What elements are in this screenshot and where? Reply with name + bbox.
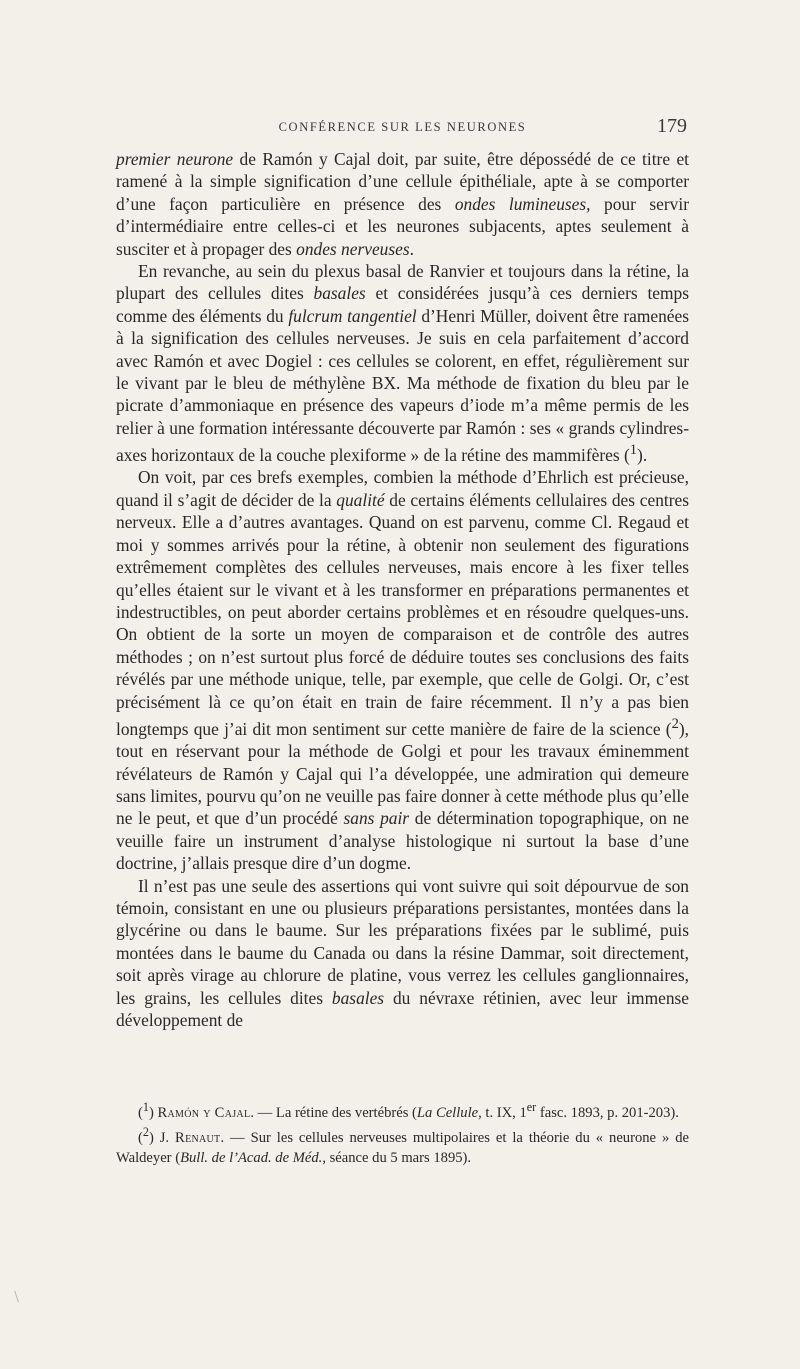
italic-term: basales [331, 987, 385, 1008]
italic-term: fulcrum tangentiel [288, 305, 417, 326]
text-run: de détermination topographique, on ne veuille faire un instrument d’analyse histologique ni surtout la base d’une doctrine, j’allais presque dire d’un dogme. [116, 808, 690, 874]
author-name: Renaut [175, 1130, 221, 1147]
footnote-1 [116, 1098, 689, 1123]
text-run: Il n’est pas une seule des assertions qui vont suivre qui soit dépourvue de son témoin, consistant en une ou plusieurs préparations persistantes, montées dans la glycérine ou dans le baume. Sur les préparations fixées par le sublimé, puis montées dans le baume du Canada ou dans la résine Dammar, soit directement, soit après virage au chlorure de platine, vous verrez les cellules ganglionnaires, les grains, les cellules dites [116, 875, 689, 1008]
paragraph-2 [116, 260, 689, 466]
text-run: On voit, par ces brefs exemples, combien la méthode d’Ehrlich est précieuse, quand il s’agit de décider de la [116, 467, 689, 510]
text-run: et considérées jusqu’à ces derniers temps comme des éléments du [116, 283, 689, 326]
footnote-number: 2 [142, 1125, 149, 1140]
body-text [116, 148, 689, 1031]
running-title: CONFÉRENCE SUR LES NEURONES [278, 120, 527, 134]
author-name: Ramón y Cajal [157, 1104, 251, 1121]
text-run: , séance du 5 mars 1895). [322, 1149, 472, 1166]
text-run: ), tout en réservant pour la méthode de Golgi et pour les travaux éminemment révélateurs de Ramón y Cajal qui l’a développée, une admiration qui demeure sans limites, pourvu qu’on ne veuille pas faire donner à cette méthode plus qu’elle ne le peut, et que d’un procédé [116, 718, 689, 829]
italic-term: premier neurone [116, 149, 234, 169]
italic-term: basales [313, 283, 366, 304]
text-run: ) [148, 1104, 158, 1121]
footnote-ref: 1 [629, 442, 638, 459]
text-run: . — Sur les cellules nerveuses multipolaires et la théorie du « neurone » de Waldeyer ( [116, 1130, 689, 1166]
journal-title: La Cellule [416, 1104, 479, 1121]
text-run: pour servir d’intermédiaire entre celles-ci et les neurones subjacents, aptes seulement à susciter et à propager des [116, 193, 689, 259]
text-run: ) J. [148, 1130, 176, 1147]
italic-term: qualité [336, 489, 385, 510]
text-run: . — La rétine des vertébrés ( [250, 1104, 417, 1121]
italic-term: ondes lumineuses, [454, 193, 591, 214]
paragraph-3 [116, 466, 689, 874]
paragraph-1 [116, 148, 689, 260]
footnote-number: 1 [142, 1100, 149, 1114]
running-head [116, 115, 689, 144]
text-run: de Ramón y Cajal doit, par suite, être dépossédé de ce titre et ramené à la simple signification d’une cellule épithéliale, apte à se comporter d’une façon particulière en présence des [116, 149, 689, 214]
text-run: . [409, 238, 414, 259]
page-number: 179 [657, 115, 687, 137]
text-run: En revanche, au sein du plexus basal de Ranvier et toujours dans la rétine, la plupart des cellules dites [116, 261, 689, 304]
footnote-ref: 2 [671, 715, 679, 732]
footnotes [116, 1098, 689, 1169]
journal-title: Bull. de l’Acad. de Méd. [180, 1149, 323, 1166]
paragraph-4 [116, 875, 689, 1032]
text-run: ( [138, 1104, 143, 1121]
text-run: , t. IX, 1 [478, 1104, 527, 1121]
text-run: ). [637, 445, 648, 466]
footnote-2 [116, 1123, 689, 1168]
italic-term: sans pair [343, 808, 410, 829]
text-run: ( [138, 1130, 143, 1147]
text-run: du névraxe rétinien, avec leur immense développement de [116, 987, 689, 1031]
ordinal-suffix: er [526, 1100, 537, 1114]
text-run: de certains éléments cellulaires des centres nerveux. Elle a d’autres avantages. Quand on est parvenu, comme Cl. Regaud et moi y sommes arrivés pour la rétine, à obtenir non seulement des figurations extrêmement complètes des cellules nerveuses, mais encore à les fixer telles qu’elles étaient sur le vivant et à les transformer en préparations permanentes et indestructibles, on peut aborder certains problèmes et en résoudre quelques-uns. On obtient de la sorte un moyen de comparaison et de contrôle des autres méthodes ; on n’est surtout plus forcé de déduire toutes ses conclusions des faits révélés par une méthode unique, telle, par exemple, que celle de Golgi. Or, c’est précisément là ce qu’on était en train de faire récemment. Il n’y a pas bien longtemps que j’ai dit mon sentiment sur cette manière de faire de la science ( [116, 489, 689, 739]
stray-ink-mark [14, 1290, 22, 1303]
text-run: d’Henri Müller, doivent être ramenées à la signification des cellules nerveuses. Je suis en cela parfaitement d’accord avec Ramón et avec Dogiel : ces cellules se colorent, en effet, régulièrement sur le vivant par le bleu de méthylène BX. Ma méthode de fixation du bleu par le picrate d’ammoniaque en présence des vapeurs d’iode m’a même permis de les relier à une formation intéressante découverte par Ramón : ses « grands cylindres-axes horizontaux de la couche plexiforme » de la rétine des mammifères ( [116, 305, 689, 466]
italic-term: ondes nerveuses [296, 238, 410, 259]
text-run: fasc. 1893, p. 201-203). [536, 1104, 679, 1121]
